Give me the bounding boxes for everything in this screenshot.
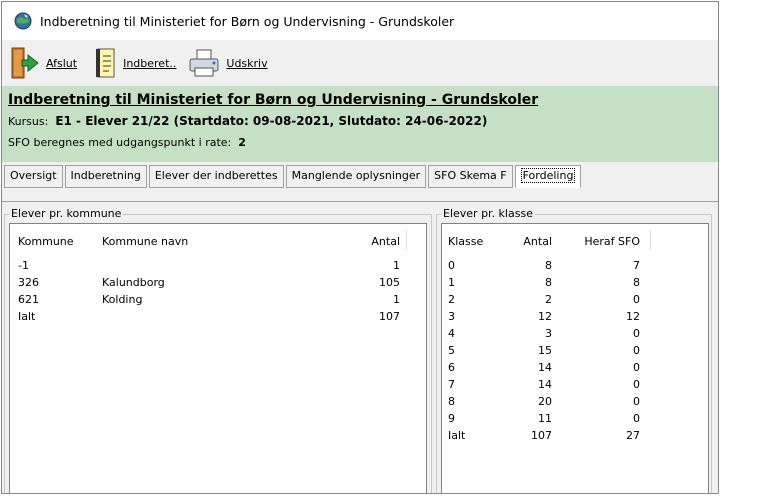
table-row[interactable] bbox=[442, 326, 708, 342]
page-title: Indberetning til Ministeriet for Børn og Undervisning - Grundskoler bbox=[8, 92, 539, 108]
info-header bbox=[2, 86, 718, 162]
col-klasse[interactable]: Klasse bbox=[448, 235, 484, 248]
printer-icon bbox=[188, 48, 220, 78]
cell-kommune: 621 bbox=[18, 293, 39, 306]
table-row[interactable] bbox=[442, 309, 708, 325]
cell-heraf-sfo: 0 bbox=[633, 378, 640, 391]
exit-door-icon bbox=[10, 46, 40, 80]
afslut-button[interactable] bbox=[10, 46, 77, 80]
udskriv-button[interactable] bbox=[188, 48, 267, 78]
udskriv-label: Udskriv bbox=[226, 56, 268, 70]
klasse-group-label: Elever pr. klasse bbox=[443, 207, 533, 220]
fordeling-panel bbox=[2, 201, 718, 493]
klasse-group bbox=[436, 207, 712, 494]
globe-icon bbox=[14, 12, 32, 30]
cell-antal: 105 bbox=[379, 276, 400, 289]
cell-klasse: 5 bbox=[448, 344, 455, 357]
kommune-group bbox=[4, 207, 432, 494]
col-heraf-sfo[interactable]: Heraf SFO bbox=[584, 235, 640, 248]
klasse-list[interactable] bbox=[441, 223, 709, 494]
table-row[interactable] bbox=[10, 309, 426, 325]
toolbar bbox=[2, 40, 718, 86]
sfo-line bbox=[8, 136, 712, 149]
col-kommune-navn[interactable]: Kommune navn bbox=[102, 235, 189, 248]
kursus-line bbox=[8, 114, 712, 128]
tab-oversigt[interactable]: Oversigt bbox=[4, 165, 63, 188]
table-row[interactable] bbox=[442, 394, 708, 410]
cell-klasse: 1 bbox=[448, 276, 455, 289]
cell-klasse: 2 bbox=[448, 293, 455, 306]
cell-heraf-sfo: 27 bbox=[626, 429, 640, 442]
cell-antal: 15 bbox=[538, 344, 552, 357]
table-row[interactable] bbox=[10, 292, 426, 308]
tab-fordeling-label: Fordeling bbox=[522, 169, 574, 182]
cell-klasse: 4 bbox=[448, 327, 455, 340]
kommune-group-label: Elever pr. kommune bbox=[11, 207, 122, 220]
tab-manglende-oplysninger[interactable]: Manglende oplysninger bbox=[286, 165, 427, 188]
sfo-label: SFO beregnes med udgangspunkt i rate: bbox=[8, 136, 232, 149]
cell-klasse: 6 bbox=[448, 361, 455, 374]
table-row[interactable] bbox=[442, 428, 708, 444]
table-row[interactable] bbox=[442, 360, 708, 376]
cell-antal: 107 bbox=[531, 429, 552, 442]
cell-klasse: 8 bbox=[448, 395, 455, 408]
window-title: Indberetning til Ministeriet for Børn og Undervisning - Grundskoler bbox=[40, 13, 455, 29]
cell-antal: 20 bbox=[538, 395, 552, 408]
table-row[interactable] bbox=[442, 343, 708, 359]
cell-klasse: 7 bbox=[448, 378, 455, 391]
tab-elever-der-indberettes[interactable]: Elever der indberettes bbox=[149, 165, 284, 188]
cell-klasse: Ialt bbox=[448, 429, 466, 442]
indberet-label: Indberet.. bbox=[123, 56, 177, 70]
cell-antal: 1 bbox=[393, 293, 400, 306]
cell-heraf-sfo: 0 bbox=[633, 361, 640, 374]
cell-klasse: 0 bbox=[448, 259, 455, 272]
cell-heraf-sfo: 0 bbox=[633, 412, 640, 425]
tab-bar bbox=[2, 162, 718, 188]
cell-antal: 12 bbox=[538, 310, 552, 323]
cell-heraf-sfo: 0 bbox=[633, 327, 640, 340]
tab-sfo-skema-f[interactable]: SFO Skema F bbox=[428, 165, 512, 188]
kommune-list[interactable] bbox=[9, 223, 427, 494]
table-row[interactable] bbox=[442, 377, 708, 393]
cell-antal: 2 bbox=[545, 293, 552, 306]
cell-antal: 3 bbox=[545, 327, 552, 340]
cell-heraf-sfo: 0 bbox=[633, 344, 640, 357]
tab-indberetning[interactable]: Indberetning bbox=[65, 165, 147, 188]
col-antal[interactable]: Antal bbox=[371, 235, 400, 248]
cell-heraf-sfo: 7 bbox=[633, 259, 640, 272]
indberet-button[interactable] bbox=[95, 47, 176, 79]
cell-heraf-sfo: 12 bbox=[626, 310, 640, 323]
cell-heraf-sfo: 0 bbox=[633, 293, 640, 306]
cell-antal: 14 bbox=[538, 361, 552, 374]
table-row[interactable] bbox=[442, 411, 708, 427]
table-row[interactable] bbox=[442, 258, 708, 274]
cell-antal: 14 bbox=[538, 378, 552, 391]
document-icon bbox=[95, 47, 117, 79]
cell-antal: 8 bbox=[545, 276, 552, 289]
sfo-value: 2 bbox=[238, 136, 246, 149]
cell-kommune: Ialt bbox=[18, 310, 36, 323]
kommune-list-header bbox=[10, 234, 426, 250]
app-window bbox=[1, 1, 719, 494]
cell-kommune: 326 bbox=[18, 276, 39, 289]
cell-heraf-sfo: 8 bbox=[633, 276, 640, 289]
col-klasse-antal[interactable]: Antal bbox=[523, 235, 552, 248]
cell-antal: 8 bbox=[545, 259, 552, 272]
cell-klasse: 9 bbox=[448, 412, 455, 425]
title-bar bbox=[2, 2, 718, 40]
table-row[interactable] bbox=[442, 275, 708, 291]
cell-kommune: -1 bbox=[18, 259, 29, 272]
cell-antal: 11 bbox=[538, 412, 552, 425]
table-row[interactable] bbox=[442, 292, 708, 308]
cell-heraf-sfo: 0 bbox=[633, 395, 640, 408]
klasse-list-header bbox=[442, 234, 708, 250]
kursus-label: Kursus: bbox=[8, 115, 49, 128]
table-row[interactable] bbox=[10, 275, 426, 291]
cell-kommune-navn: Kolding bbox=[102, 293, 143, 306]
cell-antal: 107 bbox=[379, 310, 400, 323]
afslut-label: Afslut bbox=[46, 56, 78, 70]
table-row[interactable] bbox=[10, 258, 426, 274]
tab-fordeling[interactable] bbox=[515, 165, 582, 188]
cell-antal: 1 bbox=[393, 259, 400, 272]
cell-kommune-navn: Kalundborg bbox=[102, 276, 165, 289]
cell-klasse: 3 bbox=[448, 310, 455, 323]
col-kommune[interactable]: Kommune bbox=[18, 235, 74, 248]
kursus-value: E1 - Elever 21/22 (Startdato: 09-08-2021, Slutdato: 24-06-2022) bbox=[55, 114, 488, 128]
